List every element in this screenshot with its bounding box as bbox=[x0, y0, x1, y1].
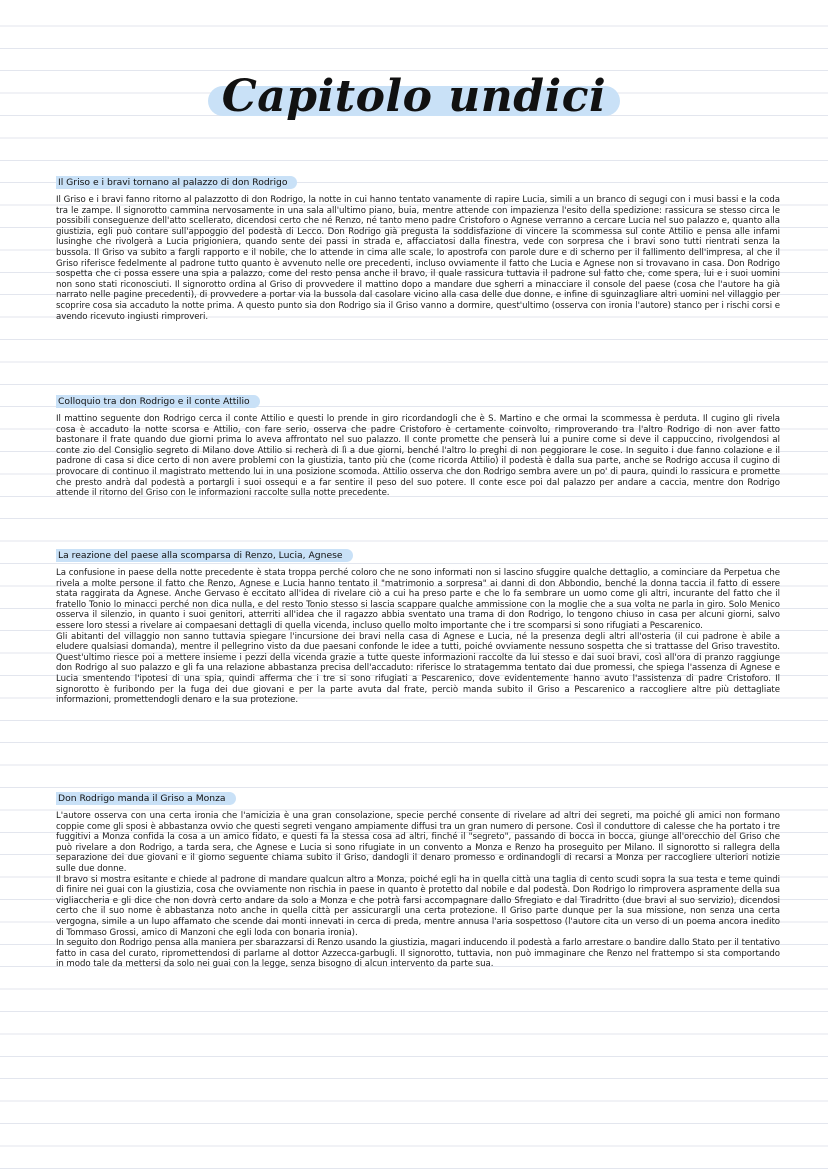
section-griso-monza bbox=[56, 786, 780, 970]
section-paragraph: In seguito don Rodrigo pensa alla maniera per sbarazzarsi di Renzo usando la giustizia, magari inducendo il podestà a farlo arrestare o bandire dallo Stato per il tentativo fatto in casa del curato, ripromettendosi di parlarne al dottor Azzecca-garbugli. Il signorotto, tuttavia, non può immaginare che Renzo nel frattempo si sta comportando in modo tale da mettersi da solo nei guai con la legge, senza bisogno di alcun intervento da parte sua. bbox=[56, 938, 780, 970]
section-heading: Il Griso e i bravi tornano al palazzo di don Rodrigo bbox=[56, 176, 297, 189]
section-reazione-paese bbox=[56, 543, 780, 706]
section-paragraph: Il mattino seguente don Rodrigo cerca il conte Attilio e questi lo prende in giro ricordandogli che è S. Martino e che ormai la scommessa è perduta. Il cugino gli rivela cosa è accaduto la notte scorsa e Attilio, con fare serio, osserva che padre Cristoforo è certamente coinvolto, rimproverando tra l'altro Rodrigo di non aver fatto bastonare il frate quando due giorni prima lo aveva affrontato nel suo palazzo. Il conte promette che penserà lui a punire come si deve il cappuccino, rivolgendosi al conte zio del Consiglio segreto di Milano dove Attilio si recherà di lì a due giorni, benché l'altro lo preghi di non peggiorare le cose. In seguito i due fanno colazione e il padrone di casa si dice certo di non avere problemi con la giustizia, tanto più che (come ricorda Attilio) il podestà è dalla sua parte, anche se Rodrigo accusa il cugino di provocare di continuo il magistrato mettendo lui in una posizione scomoda. Attilio osserva che don Rodrigo sembra avere un po' di paura, quindi lo rassicura e promette che presto andrà dal podestà a portargli i suoi ossequi e a far sentire il peso del suo potere. Il conte esce poi dal palazzo per andare a caccia, mentre don Rodrigo attende il ritorno del Griso con le informazioni raccolte sulla notte precedente. bbox=[56, 414, 780, 499]
section-paragraph: Il bravo si mostra esitante e chiede al padrone di mandare qualcun altro a Monza, poiché egli ha in quella città una taglia di cento scudi sopra la sua testa e teme quindi di finire nei guai con la giustizia, cosa che ovviamente non rischia in paese in quanto è protetto dal nobile e dal podestà. Don Rodrigo lo rimprovera aspramente della sua vigliaccheria e gli dice che non dovrà certo andare da solo a Monza e che potrà farsi accompagnare dallo Sfregiato e dal Tiradritto (due bravi al suo servizio), dicendosi certo che il suo nome è abbastanza noto anche in quella città per assicurargli una certa protezione. Il Griso parte dunque per la sua missione, non senza una certa vergogna, simile a un lupo affamato che scende dai monti innevati in cerca di preda, mentre annusa l'aria sospettoso (l'autore cita un verso di un poema ancora inedito di Tommaso Grossi, amico di Manzoni che egli loda con bonaria ironia). bbox=[56, 874, 780, 938]
section-paragraph: La confusione in paese della notte precedente è stata troppa perché coloro che ne sono informati non si lascino sfuggire qualche dettaglio, a cominciare da Perpetua che rivela a molte persone il fatto che Renzo, Agnese e Lucia hanno tentato il "matrimonio a sorpresa" ai danni di don Abbondio, benché la donna taccia il fatto di essere stata raggirata da Agnese. Anche Gervaso è eccitato all'idea di rivelare ciò a cui ha preso parte e che lo fa sembrare un uomo come gli altri, incurante del fatto che il fratello Tonio lo minacci perché non dica nulla, e del resto Tonio stesso si lascia scappare qualche ammissione con la moglie che a sua volta ne parla in giro. Solo Menico osserva il silenzio, in quanto i suoi genitori, atterriti all'idea che il ragazzo abbia sventato una trama di don Rodrigo, lo tengono chiuso in casa per alcuni giorni, salvo essere loro stessi a rivelare ai compaesani dettagli di quella vicenda, incluso quello molto importante che i tre scomparsi si sono rifugiati a Pescarenico. bbox=[56, 568, 780, 631]
section-paragraph: Gli abitanti del villaggio non sanno tuttavia spiegare l'incursione dei bravi nella casa di Agnese e Lucia, né la presenza degli altri all'osteria (il cui padrone è abile a eludere qualsiasi domanda), mentre il pellegrino visto da due paesani confonde le idee a tutti, poiché ovviamente nessuno sospetta che si trattasse del Griso travestito. Quest'ultimo riesce poi a mettere insieme i pezzi della vicenda grazie a tutte queste informazioni raccolte da lui stesso e dai suoi bravi, così all'ora di pranzo raggiunge don Rodrigo al suo palazzo e gli fa una relazione abbastanza precisa dell'accaduto: riferisce lo stratagemma tentato dai due promessi, che spiega l'assenza di Agnese e Lucia smentendo l'ipotesi di una spia, quindi afferma che i tre si sono rifugiati a Pescarenico, dove evidentemente hanno avuto l'assistenza di padre Cristoforo. Il signorotto è furibondo per la fuga dei due giovani e per la parte avuta dal frate, perciò manda subito il Griso a Pescarenico a raccogliere altre più dettagliate informazioni, promettendogli denaro e la sua protezione. bbox=[56, 631, 780, 706]
section-heading: La reazione del paese alla scomparsa di Renzo, Lucia, Agnese bbox=[56, 549, 353, 562]
section-paragraph: Il Griso e i bravi fanno ritorno al palazzotto di don Rodrigo, la notte in cui hanno tentato vanamente di rapire Lucia, simili a un branco di segugi con i musi bassi e la coda tra le zampe. Il signorotto cammina nervosamente in una sala all'ultimo piano, buia, mentre attende con impazienza l'esito della spedizione: rassicura se stesso circa le possibili conseguenze dell'atto scellerato, dicendosi certo che né Renzo, né tanto meno padre Cristoforo o Agnese verranno a cercare Lucia nel suo palazzo e, quanto alla giustizia, egli può contare sull'appoggio del podestà di Lecco. Don Rodrigo già pregusta la soddisfazione di vincere la scommessa sul conte Attilio e pensa alle infami lusinghe che rivolgerà a Lucia prigioniera, quando sente dei passi in strada e, affacciatosi dalla finestra, vede con sorpresa che i bravi sono tutti rientrati senza la bussola. Il Griso va subito a fargli rapporto e il nobile, che lo attende in cima alle scale, lo apostrofa con parole dure e di scherno per il fallimento dell'impresa, al che il Griso riferisce fedelmente al padrone tutto quanto è avvenuto nelle ore precedenti, incluso ovviamente il fatto che Lucia e Agnese non si trovavano in casa. Don Rodrigo sospetta che ci possa essere una spia a palazzo, come del resto pensa anche il bravo, il quale rassicura tuttavia il padrone sul fatto che, come spera, lui e i suoi uomini non sono stati riconosciuti. Il signorotto ordina al Griso di provvedere il mattino dopo a mandare due sgherri a minacciare il console del paese (cosa che l'autore ha già narrato nelle pagine precedenti), di provvedere a portar via la bussola dal casolare vicino alla casa delle due donne, e infine di sguinzagliare altri uomini nel villaggio per scoprire cosa sia accaduto la notte prima. A questo punto sia don Rodrigo sia il Griso vanno a dormire, quest'ultimo (osserva con ironia l'autore) stanco per i rischi corsi e avendo ricevuto ingiusti rimproveri. bbox=[56, 195, 780, 322]
section-griso-ritorno bbox=[56, 170, 780, 322]
section-paragraph: L'autore osserva con una certa ironia che l'amicizia è una gran consolazione, specie perché consente di rivelare ad altri dei segreti, ma poiché gli amici non formano coppie come gli sposi è abbastanza ovvio che questi segreti vengano ampiamente diffusi tra un gran numero di persone. Così il conduttore di calesse che ha portato i tre fuggitivi a Monza confida la cosa a un amico fidato, e questi fa la stessa cosa ad altri, finché il "segreto", passando di bocca in bocca, giunge all'orecchio del Griso che può rivelare a don Rodrigo, a tarda sera, che Agnese e Lucia si sono rifugiate in un convento a Monza e Renzo ha proseguito per Milano. Il signorotto si rallegra della separazione dei due giovani e il giorno seguente chiama subito il Griso, dandogli il denaro promesso e ordinandogli di recarsi a Monza per raccogliere ulteriori notizie sulle due donne. bbox=[56, 811, 780, 874]
section-colloquio-attilio bbox=[56, 389, 780, 499]
section-heading: Don Rodrigo manda il Griso a Monza bbox=[56, 792, 236, 805]
title-container bbox=[0, 66, 828, 128]
section-heading: Colloquio tra don Rodrigo e il conte Attilio bbox=[56, 395, 260, 408]
page-title: Capitolo undici bbox=[208, 66, 621, 128]
